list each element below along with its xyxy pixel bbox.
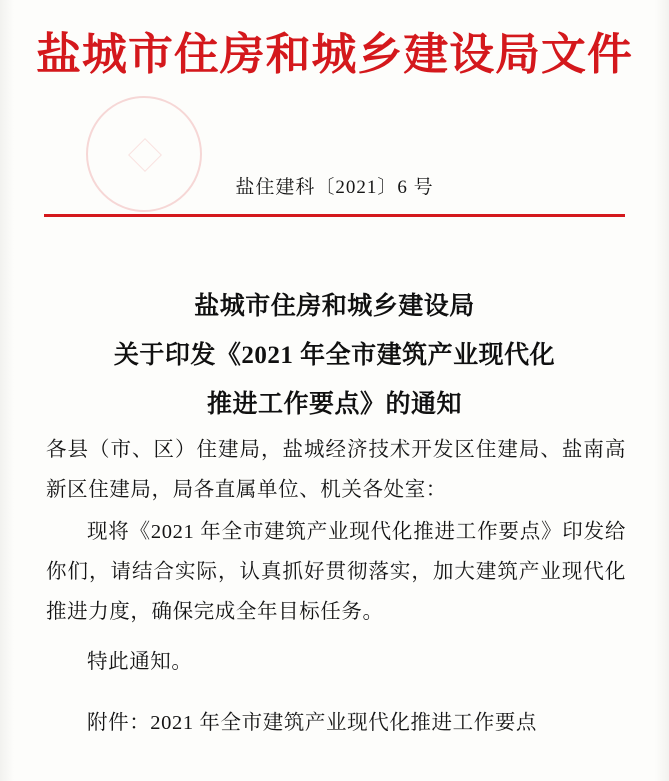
- paragraph-main: 现将《2021 年全市建筑产业现代化推进工作要点》印发给你们，请结合实际，认真抓好贯彻落实，加大建筑产业现代化推进力度，确保完成全年目标任务。: [46, 521, 626, 623]
- page-edge-left: [0, 0, 14, 781]
- title-line-2: 关于印发《2021 年全市建筑产业现代化: [113, 342, 556, 369]
- issuing-organization-title: 盐城市住房和城乡建设局文件: [36, 29, 633, 80]
- red-divider: [44, 214, 625, 217]
- paragraph-closing: 特此通知。: [87, 651, 193, 673]
- page-edge-right: [655, 0, 669, 781]
- paragraph-recipients: 各县（市、区）住建局，盐城经济技术开发区住建局、盐南高新区住建局，局各直属单位、机关各处室：: [46, 439, 626, 501]
- title-line-3: 推进工作要点》的通知: [206, 391, 462, 418]
- title-line-1: 盐城市住房和城乡建设局: [194, 293, 475, 320]
- document-title: [70, 282, 599, 429]
- document-number: 盐住建科〔2021〕6 号: [235, 177, 434, 198]
- document-body: [46, 430, 626, 684]
- document-header: [0, 30, 669, 81]
- attachment-line: 附件：2021 年全市建筑产业现代化推进工作要点: [87, 712, 538, 734]
